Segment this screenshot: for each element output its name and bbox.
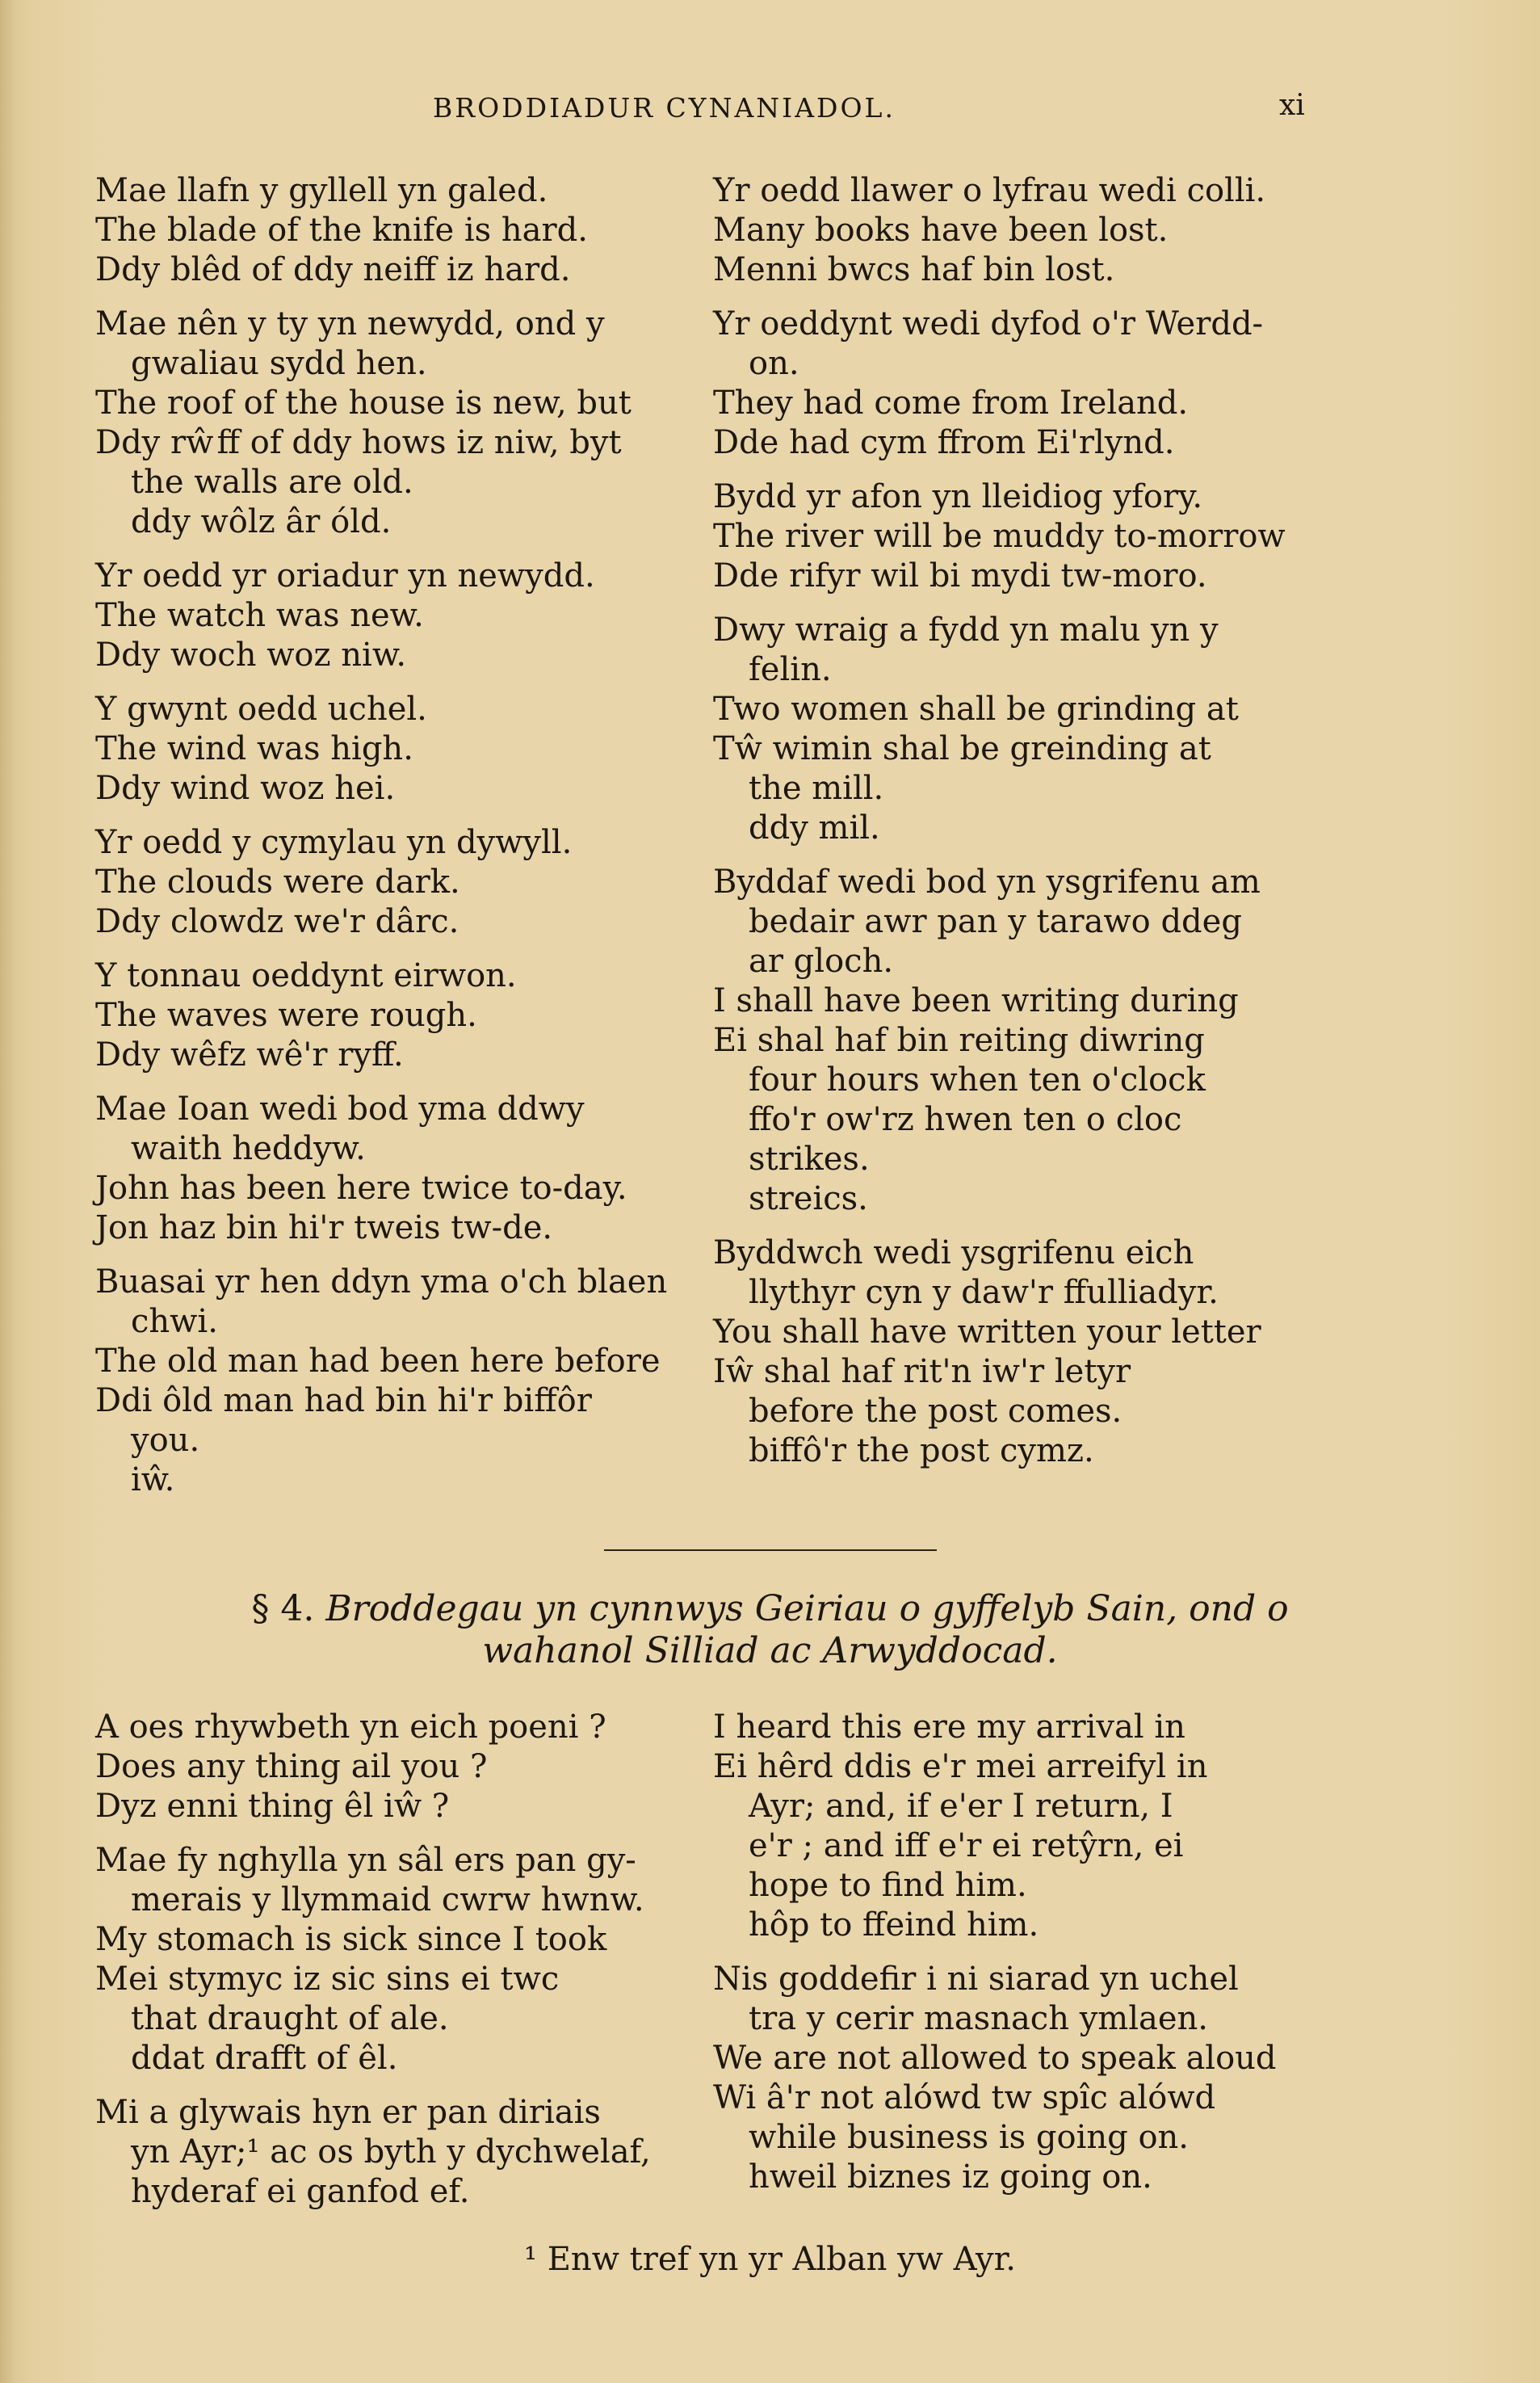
example-line: The old man had been here before: [95, 1343, 661, 1380]
example-line: The waves were rough.: [95, 997, 477, 1034]
example-line: llythyr cyn y daw'r ffulliadyr.: [749, 1274, 1219, 1311]
example-line: The roof of the house is new, but: [95, 385, 632, 422]
example-line: Ddy woch woz niw.: [95, 637, 407, 674]
section-divider: [604, 1549, 937, 1551]
example-line: Mei stymyc iz sic sins ei twc: [95, 1961, 560, 1998]
example-line: Tŵ wimin shal be greinding at: [713, 730, 1211, 767]
example-line: chwi.: [131, 1303, 218, 1340]
example-line: strikes.: [749, 1141, 870, 1178]
example-line: Dwy wraig a fydd yn malu yn y: [713, 612, 1219, 649]
example-line: streics.: [749, 1180, 868, 1217]
example-line: ddy wôlz âr óld.: [131, 503, 392, 540]
example-line: Y tonnau oeddynt eirwon.: [95, 957, 517, 994]
example-line: Mae llafn y gyllell yn galed.: [95, 172, 548, 209]
example-line: My stomach is sick since I took: [95, 1921, 607, 1958]
example-line: ddat drafft of êl.: [131, 2040, 398, 2077]
example-group: [95, 557, 697, 675]
example-line: The clouds were dark.: [95, 864, 460, 901]
section-heading: [0, 1588, 1540, 1672]
example-line: I heard this ere my arrival in: [713, 1708, 1185, 1746]
example-line: ddy mil.: [749, 809, 880, 847]
right-column-top: [713, 171, 1319, 1471]
example-line: Menni bwcs haf bin lost.: [713, 251, 1115, 288]
example-group: [713, 1960, 1319, 2197]
example-line: Mae fy nghylla yn sâl ers pan gy-: [95, 1842, 636, 1879]
example-group: [95, 1841, 697, 2078]
example-line: the walls are old.: [131, 464, 413, 501]
example-line: The blade of the knife is hard.: [95, 212, 588, 249]
example-line: e'r ; and iff e'r ei retŷrn, ei: [749, 1827, 1184, 1864]
example-group: [95, 690, 697, 809]
example-line: Iŵ shal haf rit'n iw'r letyr: [713, 1353, 1131, 1390]
page-number: xi: [1279, 89, 1305, 122]
example-line: I shall have been writing during: [713, 982, 1239, 1019]
example-line: John has been here twice to-day.: [95, 1170, 627, 1207]
example-line: Y gwynt oedd uchel.: [95, 691, 427, 728]
example-line: The wind was high.: [95, 730, 413, 767]
example-line: They had come from Ireland.: [713, 385, 1189, 422]
example-line: Yr oeddynt wedi dyfod o'r Werdd-: [713, 305, 1264, 343]
example-line: gwaliau sydd hen.: [131, 345, 427, 382]
example-line: Two women shall be grinding at: [713, 691, 1239, 728]
example-line: yn Ayr;¹ ac os byth y dychwelaf,: [131, 2133, 651, 2171]
running-head: BRODDIADUR CYNANIADOL.: [433, 92, 896, 124]
example-group: [713, 863, 1319, 1219]
example-group: [713, 1708, 1319, 1945]
example-group: [713, 477, 1319, 596]
example-line: Bydd yr afon yn lleidiog yfory.: [713, 478, 1203, 515]
example-line: Dyz enni thing êl iŵ ?: [95, 1788, 450, 1825]
example-line: We are not allowed to speak aloud: [713, 2040, 1277, 2077]
example-line: ar gloch.: [749, 943, 894, 980]
example-line: Mi a glywais hyn er pan diriais: [95, 2094, 601, 2131]
example-group: [95, 1090, 697, 1248]
example-line: hweil biznes iz going on.: [749, 2158, 1152, 2196]
example-line: Yr oedd llawer o lyfrau wedi colli.: [713, 172, 1266, 209]
example-line: Buasai yr hen ddyn yma o'ch blaen: [95, 1263, 668, 1301]
example-line: Ddy rŵff of ddy hows iz niw, byt: [95, 424, 622, 461]
example-line: while business is going on.: [749, 2119, 1190, 2156]
example-line: Yr oedd y cymylau yn dywyll.: [95, 824, 573, 861]
example-line: hôp to ffeind him.: [749, 1906, 1039, 1944]
example-group: [713, 305, 1319, 463]
example-line: on.: [749, 345, 799, 382]
example-line: Ei hêrd ddis e'r mei arreifyl in: [713, 1748, 1208, 1785]
example-line: tra y cerir masnach ymlaen.: [749, 2000, 1209, 2037]
example-line: Nis goddefir i ni siarad yn uchel: [713, 1961, 1239, 1998]
example-line: Ddy wind woz hei.: [95, 770, 396, 807]
example-group: [95, 823, 697, 942]
example-line: biffô'r the post cymz.: [749, 1432, 1094, 1469]
example-group: [95, 305, 697, 542]
example-line: the mill.: [749, 770, 884, 807]
example-line: Jon haz bin hi'r tweis tw-de.: [95, 1209, 553, 1246]
example-line: Wi â'r not alówd tw spîc alówd: [713, 2079, 1216, 2116]
example-line: Byddaf wedi bod yn ysgrifenu am: [713, 864, 1261, 901]
example-line: Ddy wêfz wê'r ryff.: [95, 1036, 404, 1074]
example-group: [95, 956, 697, 1075]
example-line: Does any thing ail you ?: [95, 1748, 488, 1785]
page-binding-edge: [0, 0, 15, 2383]
example-group: [713, 1234, 1319, 1471]
example-line: Many books have been lost.: [713, 212, 1169, 249]
example-line: Ayr; and, if e'er I return, I: [749, 1788, 1173, 1825]
example-group: [95, 1263, 697, 1500]
example-line: that draught of ale.: [131, 2000, 449, 2037]
example-line: Byddwch wedi ysgrifenu eich: [713, 1234, 1194, 1271]
example-line: Mae nên y ty yn newydd, ond y: [95, 305, 605, 343]
example-line: hope to find him.: [749, 1867, 1027, 1904]
example-group: [713, 171, 1319, 290]
right-column-bottom: [713, 1708, 1319, 2197]
example-line: Dde had cym ffrom Ei'rlynd.: [713, 424, 1175, 461]
example-line: merais y llymmaid cwrw hwnw.: [131, 1881, 644, 1919]
example-line: Ddy clowdz we'r dârc.: [95, 903, 459, 940]
example-group: [95, 1708, 697, 1826]
example-line: Ddi ôld man had bin hi'r biffôr: [95, 1382, 592, 1419]
footnote: ¹ Enw tref yn yr Alban yw Ayr.: [523, 2241, 1017, 2278]
example-line: Mae Ioan wedi bod yma ddwy: [95, 1091, 585, 1128]
example-line: hyderaf ei ganfod ef.: [131, 2173, 470, 2210]
section-title-line2: wahanol Silliad ac Arwyddocad.: [482, 1630, 1058, 1671]
left-column-top: [95, 171, 697, 1500]
example-line: Yr oedd yr oriadur yn newydd.: [95, 557, 595, 595]
left-column-bottom: [95, 1708, 697, 2212]
section-number: § 4.: [251, 1588, 315, 1629]
example-line: four hours when ten o'clock: [749, 1061, 1206, 1099]
example-line: Ddy blêd of ddy neiff iz hard.: [95, 251, 571, 288]
example-line: bedair awr pan y tarawo ddeg: [749, 903, 1242, 940]
example-line: waith heddyw.: [131, 1130, 366, 1167]
example-group: [95, 2093, 697, 2212]
example-group: [713, 611, 1319, 848]
example-line: You shall have written your letter: [713, 1313, 1261, 1351]
example-group: [95, 171, 697, 290]
section-title-line1: Broddegau yn cynnwys Geiriau o gyffelyb Sain, ond o: [325, 1588, 1289, 1629]
example-line: before the post comes.: [749, 1393, 1122, 1430]
example-line: felin.: [749, 651, 832, 688]
example-line: The river will be muddy to-morrow: [713, 518, 1286, 555]
example-line: A oes rhywbeth yn eich poeni ?: [95, 1708, 606, 1746]
example-line: you.: [131, 1422, 200, 1459]
example-line: Ei shal haf bin reiting diwring: [713, 1022, 1205, 1059]
example-line: Dde rifyr wil bi mydi tw-moro.: [713, 557, 1207, 595]
example-line: iŵ.: [131, 1461, 175, 1498]
example-line: ffo'r ow'rz hwen ten o cloc: [749, 1101, 1182, 1138]
example-line: The watch was new.: [95, 597, 424, 634]
